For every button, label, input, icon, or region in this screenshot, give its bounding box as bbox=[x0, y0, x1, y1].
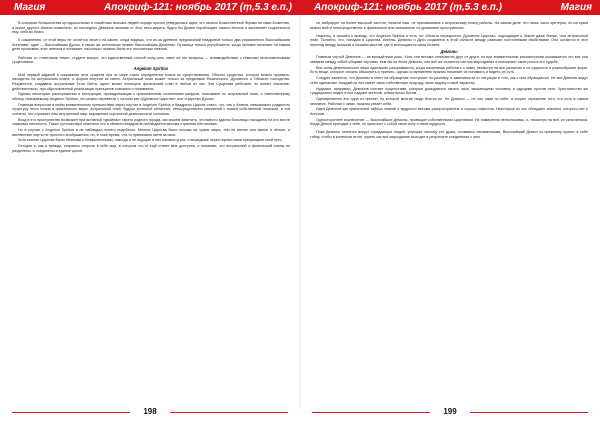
paragraph: ся, вибрирует на более высокой частоте, нежели наш, не принимаемые к астральному плану районы. На самом деле, это лишь часть критерия, по которым можно войти непосредственно в физическое или смешанное со-уровневое пространство. bbox=[310, 21, 588, 30]
left-page-header bbox=[0, 0, 300, 15]
right-page bbox=[300, 0, 600, 424]
paragraph: Главным вопросом в моём внимательном путешествии через портал в Angelum Spiritus и Квадраты Царств стало, что, как у Ангела, невозможно разделить структуру этого плана и физического мира. Астральный план, будучи конечной областью, непосредственно связанной с нашей собственной психикой, в той степени, что отражает наш внутренний мир, выражение оценочной деятельности сознания. bbox=[12, 102, 290, 116]
paragraph: Вход в это пространство возможен при активной «двойник» своего родного города, мы можем заметить, что вместо здания больницы находится на его месте знакомая местность. Также путешествуя отмечено что в области Квадратов наблюдается весьма странная обстановка. bbox=[12, 117, 290, 127]
right-page-body bbox=[300, 15, 600, 140]
paragraph: Мой первый задачей в понимании этих существ при их мире стало определение плана их существования. Обычно существо, которое можно призвать, находится на астральном плане, и форма энергии из света. Астральный план может только за пределами Физического, Духовного и Области господства. Разумеется, создавать астральные Тела Света, адепт может посещать физический план в любом из них. Эти Существа работают, но имеют значение, действительно, при обусловленной реализации принципов сознания и понимания. bbox=[12, 72, 290, 91]
right-page-header bbox=[300, 0, 600, 15]
page-number: 199 bbox=[443, 407, 457, 416]
subheading: Angelum Spiritus bbox=[133, 66, 169, 72]
footer-rule bbox=[170, 412, 288, 414]
subheading: Демоны bbox=[440, 48, 458, 54]
paragraph: Главным чертой Демонов — их врождённая роль. Хотя они весьма отличаются друг от друга, но при внимательном рассмотрении оказывается что все они связаны между собой общими чертами. Кем бы ни были Демоны, они всё же остаются частью мироздания и исполняют свою роль в его судьбе. bbox=[310, 55, 588, 65]
paragraph: Однако некоторые распоряжения и инструкции, принадлежащие к оригинальным сочинениям шифров, описывают их астральный план, и таинственному облику, называемому Angelum Spiritus, что можно перевести с латыни как «Духовное Царство» или «Царство Духов». bbox=[12, 92, 290, 101]
paragraph: К сожалению, от этой веры не остаётся ничего на камне, когда видишь, что из-за древних предписаний Квадратов только два управляются Высочайшими Ангелами, один — Высочайшим Духом, в своих же источниках правит Высочайшим Демоном. Путаница только усугубляется, когда человек начинает на самом деле призывать этих ангелов и понимает, насколько наивны были его постоянные мнения. bbox=[12, 38, 290, 52]
section-title: Магия bbox=[560, 2, 592, 13]
paragraph: В сознании большинства ортодоксальных и лишённых высших людей порядо прочно утвердилась идея, что начало Божественной Формы не само Божество, а иначе другого Ангела позволено, их последних Демонов начиная от Зла; несо-верить, будто бы Демон порабощает самого Ангела и заставляет подчиниться ему, себя во благо. bbox=[12, 21, 290, 35]
paragraph: Но в случае с Angelum Spiritus я не наблюдал ничего подобного. Многие Царства были похожи на чужие миры, тем не менее они имели и чёткие, и явственные черты не простого воображения, но, в тоже время, что-то принимало меня за свои. bbox=[12, 128, 290, 137]
paragraph: Наконец, я пришёл к выводу, что Angelum Spiritus и есть тот область перекрытия, Духовное Царство, подходящее к Земле даже ближе, чем астральный план. Понятно, что, попадая в Царства, Ангелы, Демоны и Духи создаются в этой области между разными постоянными свойствами. Они остаются в этот переход между высшим и низшим местом, где и воплощается сама Истина. bbox=[310, 33, 588, 47]
footer-rule bbox=[470, 412, 588, 414]
footer-rule bbox=[12, 412, 130, 414]
left-page-body bbox=[0, 15, 300, 153]
page-number: 198 bbox=[143, 407, 157, 416]
right-page-footer bbox=[300, 406, 600, 418]
paragraph: Хотя многие Царства были тёмными и безжалостными, никогда я не ощущал в них никаких угроз, и вошедшие через портал сами прекращали свой путь. bbox=[18, 138, 283, 143]
paragraph: Следует заметить, что Демоны в ответ на обращение поступают по-разному, в зависимости от ситуации и того, как к ним обращаются. Не все Демоны ведут себя одинаково. Каждый из них имеет свою собственную природу, свою задачу и свой характер. bbox=[310, 76, 588, 85]
left-page-footer bbox=[0, 406, 300, 418]
paragraph: Работая со «светлыми теми», студент вскоре, что единственный способ полу-чить ответ на эти вопросы — взаимодействие с тёмными нечеловеческими существами. bbox=[12, 55, 290, 65]
paragraph: Одностороннее исключение — Высочайшие Демоны, правящие собственными Царствами. Их намерения непостижимы, и, несмотря на всё, их сила велика. Когда Демон приходит к тебе, он приносит с собой свою силу и свою мудрость. bbox=[310, 117, 588, 127]
paragraph: Идея Демонов как хранителей тайных знаний и мудрости весьма распространена и хорошо известна. Некоторые из них обладают знанием, которого нет у Ангелов. bbox=[310, 107, 588, 116]
paragraph: Одновременно это одна из причин, по которой многие люди боятся их. Но Демоны — не зло сами по себе, а скорее отражение того, что есть в самом человеке. Работая с ними, практик узнаёт себя. bbox=[310, 96, 588, 106]
section-title: Магия bbox=[14, 2, 46, 13]
paragraph: Иудаизм, например, Демонов считает сущностями, которые дожидаются своего часа, мешающими человеку и идущими против него. Христианство же традиционно видит в них падших ангелов, отвергнутых Богом. bbox=[310, 86, 588, 96]
issue-title: Апокриф-121: ноябрь 2017 (ṃ,5.3 е.п.) bbox=[314, 2, 503, 13]
paragraph: Все силы демонического мира одинаково раскрываются, когда начинаешь работать с ними, несмотря на все различия в их сущности и разнообразие форм. Есть вещи, которые сложно объяснить и принять, однако со временем практик начинает их понимать и видеть их суть. bbox=[310, 65, 588, 75]
issue-title: Апокриф-121: ноябрь 2017 (ṃ,5.3 е.п.) bbox=[103, 2, 292, 13]
paragraph: Сегодня я, как и прежде, стараюсь открыть в себе мир, в котором что-то ещё станет мне доступно, и понимаю, что астральный и физический планы не разделены, а соединены в единое целое. bbox=[12, 144, 290, 153]
footer-rule bbox=[312, 412, 430, 414]
paragraph: Пока Демоны толпятся вокруг страдающих людей, улучшая частицу его души, оставаясь неизменными, Высочайший Демон по-прежнему хранит в себе тайну, чтобы в конечном итоге, узреть как всё мироздание выходит в результате соединения с ним. bbox=[310, 130, 588, 139]
